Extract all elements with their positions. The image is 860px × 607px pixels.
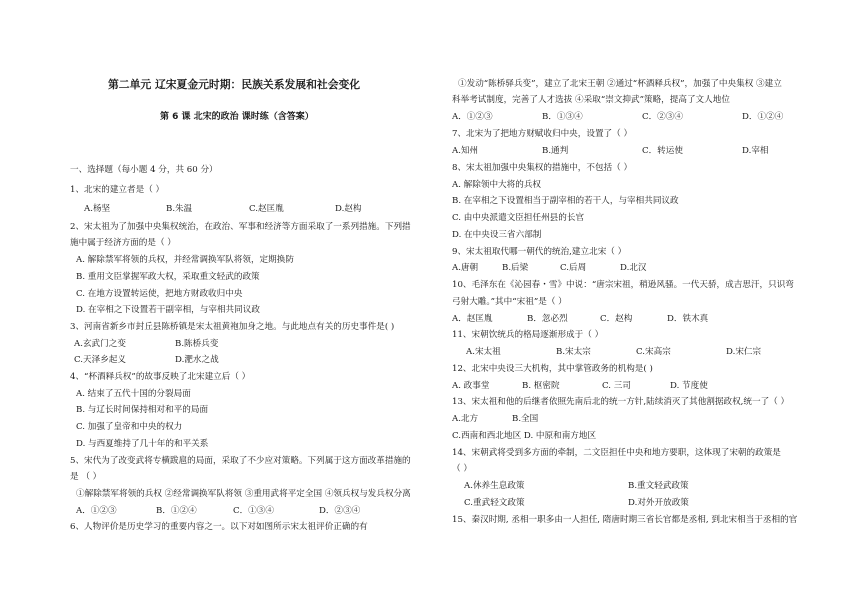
q10-option-d: D．铁木真	[667, 314, 709, 324]
q11-option-d: D.宋仁宗	[726, 347, 762, 357]
question-10-line1: 10、毛泽东在《沁园春・雪》中说：“唐宗宋祖，稍逊风骚。一代天骄，成吉思汗，只识弯	[452, 280, 794, 290]
q2-option-b: B. 重用文臣掌握军政大权，采取重文轻武的政策	[76, 272, 260, 282]
q3-option-d: D.淝水之战	[175, 355, 219, 365]
q4-option-a: A. 结束了五代十国的分裂局面	[76, 389, 191, 399]
q11-option-b: B.宋太宗	[556, 347, 591, 357]
question-7: 7、北宋为了把地方财赋收归中央，设置了（ ）	[452, 129, 633, 139]
q8-option-b: B. 在宰相之下设置相当于副宰相的若干人，与宰相共同议政	[452, 196, 679, 206]
question-11: 11、宋朝饮统兵的格局逐渐形成于（ ）	[452, 330, 604, 340]
q14-option-b: B.重文轻武政策	[628, 481, 689, 491]
unit-title: 第二单元 辽宋夏金元时期：民族关系发展和社会变化	[108, 78, 361, 91]
question-1: 1、北宋的建立者是（ ）	[70, 185, 165, 195]
question-12: 12、北宋中央设三大机构，其中掌管政务的机构是( )	[452, 364, 653, 374]
q5-option-a: A．①②③	[76, 506, 117, 516]
question-14-line2: （ ）	[452, 464, 472, 474]
q6-statements-line1: ①发动“陈桥驿兵变”，建立了北宋王朝 ②通过“杯酒释兵权”，加强了中央集权 ③建立	[458, 79, 782, 89]
question-10-line2: 弓射大雕。”其中“宋祖”是（ ）	[452, 297, 567, 307]
question-5-line2: 是 （ ）	[70, 472, 102, 482]
q6-option-b: B．①③④	[542, 112, 583, 122]
q1-option-c: C.赵匡胤	[249, 204, 284, 214]
q10-option-c: C．赵构	[600, 314, 633, 324]
q4-option-d: D. 与西夏维持了几十年的和平关系	[76, 439, 209, 449]
question-3: 3、河南省新乡市封丘县陈桥镇是宋太祖黄袍加身之地。与此地点有关的历史事件是( )	[70, 322, 395, 332]
q4-option-c: C. 加强了皇帝和中央的权力	[76, 422, 183, 432]
question-5-line1: 5、宋代为了改变武将专横跋扈的局面，采取了不少应对策略。下列属于这方面改革措施的	[70, 456, 411, 466]
q5-option-d: D．②③④	[319, 506, 361, 516]
q9-option-d: D.北汉	[620, 263, 647, 273]
q3-option-c: C.天泽乡起义	[74, 355, 126, 365]
q11-option-a: A.宋太祖	[466, 347, 501, 357]
q9-option-a: A.唐朝	[452, 263, 479, 273]
q7-option-c: C．转运使	[642, 146, 683, 156]
q2-option-d: D. 在宰相之下设置若干副宰相，与宰相共同议政	[76, 305, 260, 315]
q13-option-a: A.北方	[452, 414, 479, 424]
q3-option-b: B.陈桥兵变	[175, 339, 219, 349]
question-2-line1: 2、宋太祖为了加强中央集权统治，在政治、军事和经济等方面采取了一系列措施。下列措	[70, 222, 411, 232]
q8-option-c: C. 由中央派遣文臣担任州县的长官	[452, 213, 585, 223]
q13-option-b: B.全国	[512, 414, 539, 424]
q7-option-d: D.宰相	[742, 146, 769, 156]
q7-option-a: A.知州	[452, 146, 479, 156]
question-9: 9、宋太祖取代哪一朝代的统治,建立北宋（ ）	[452, 247, 627, 257]
q2-option-c: C. 在地方设置转运使，把地方财政收归中央	[76, 289, 243, 299]
q12-option-c: C. 三司	[602, 381, 631, 391]
q13-option-c-d: C.西南和西北地区 D. 中原和南方地区	[452, 431, 597, 441]
q11-option-c: C.宋高宗	[636, 347, 671, 357]
q14-option-d: D.对外开放政策	[628, 498, 689, 508]
question-15: 15、秦汉时期, 丞相一职多由一人担任, 隋唐时期三省长官都是丞相, 到北宋相当于丞相的官	[452, 515, 798, 525]
left-column	[70, 0, 470, 607]
q6-option-a: A．①②③	[452, 112, 493, 122]
q1-option-b: B.朱温	[166, 204, 193, 214]
right-column	[452, 0, 852, 607]
q3-option-a: A.玄武门之变	[74, 339, 126, 349]
q5-option-b: B．①②④	[156, 506, 197, 516]
question-14-line1: 14、宋朝武将受到多方面的牵制，二文臣担任中央和地方要职，这体现了宋朝的政策是	[452, 448, 781, 458]
q7-option-b: B.通判	[542, 146, 569, 156]
lesson-subtitle: 第 6 课 北宋的政治 课时练（含答案）	[160, 112, 314, 122]
q5-statements: ①解除禁军将领的兵权 ②经常调换军队将领 ③重用武将平定全国 ④领兵权与发兵权分离	[76, 489, 411, 499]
q9-option-c: C.后周	[560, 263, 587, 273]
q4-option-b: B. 与辽长时间保持相对和平的局面	[76, 405, 209, 415]
q6-option-c: C．②③④	[642, 112, 683, 122]
q8-option-a: A. 解除领中大将的兵权	[452, 180, 542, 190]
q10-option-b: B．忽必烈	[527, 314, 568, 324]
q6-option-d: D．①②④	[742, 112, 784, 122]
q9-option-b: B.后梁	[502, 263, 529, 273]
q1-option-d: D.赵构	[335, 204, 362, 214]
section-heading: 一、选择题（每小题 4 分，共 60 分）	[70, 165, 218, 175]
q5-option-c: C．①③④	[233, 506, 274, 516]
q2-option-a: A. 解除禁军将领的兵权，并经常调换军队将领，定期换防	[76, 255, 294, 265]
q6-statements-line2: 科举考试制度，完善了人才选拔 ④采取“崇文抑武”策略，提高了文人地位	[452, 95, 730, 105]
q12-option-d: D. 节度使	[670, 381, 708, 391]
q1-option-a: A.杨坚	[84, 204, 111, 214]
q10-option-a: A．赵匡胤	[452, 314, 493, 324]
question-6: 6、人物评价是历史学习的重要内容之一。以下对如图所示宋太祖评价正确的有	[70, 522, 368, 532]
question-4: 4、“杯酒释兵权”的故事反映了北宋建立后（ ）	[70, 372, 251, 382]
question-8: 8、宋太祖加强中央集权的措施中，不包括（ ）	[452, 163, 633, 173]
q14-option-a: A.休养生息政策	[464, 481, 525, 491]
question-13: 13、宋太祖和他的后继者依照先南后北的统一方针,陆续消灭了其他割据政权,统一了（ ）	[452, 397, 790, 407]
q12-option-a: A. 政事堂	[452, 381, 490, 391]
q14-option-c: C.重武轻文政策	[464, 498, 525, 508]
q8-option-d: D. 在中央设三省六部制	[452, 230, 542, 240]
q12-option-b: B. 枢密院	[522, 381, 560, 391]
question-2-line2: 施中属于经济方面的是（ ）	[70, 238, 176, 248]
